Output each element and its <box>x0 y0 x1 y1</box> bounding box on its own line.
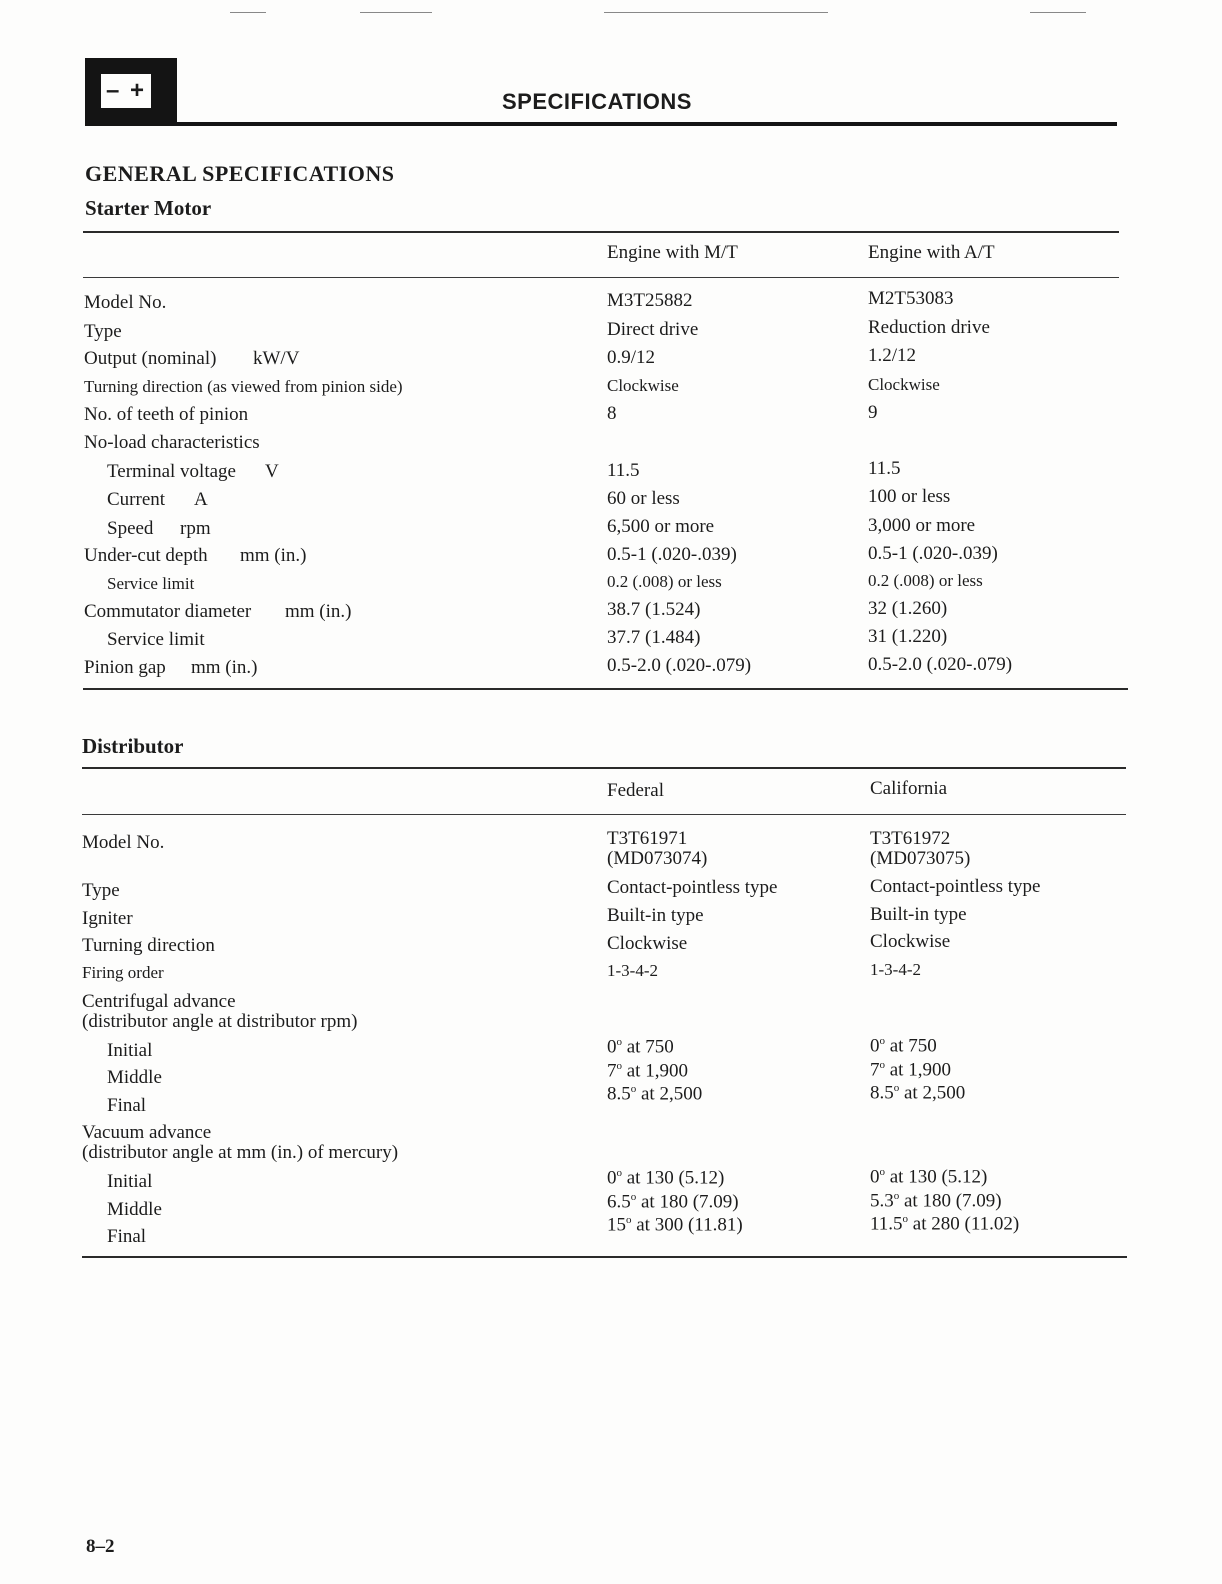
dist-label-turning: Turning direction <box>82 935 215 956</box>
starter-at-undercut: 0.5-1 (.020-.039) <box>868 543 998 564</box>
starter-mt-uc-limit: 0.2 (.008) or less <box>607 572 722 591</box>
starter-unit-undercut: mm (in.) <box>240 545 307 566</box>
header-rule <box>85 122 1117 126</box>
starter-mt-comm: 38.7 (1.524) <box>607 599 701 620</box>
starter-top-rule <box>83 231 1119 233</box>
starter-header-rule <box>83 277 1119 278</box>
starter-unit-comm: mm (in.) <box>285 601 352 622</box>
degree-mark: o <box>879 1166 885 1178</box>
starter-label-speed: Speed <box>107 518 154 539</box>
starter-at-teeth: 9 <box>868 402 878 423</box>
starter-label-output: Output (nominal) <box>84 348 217 369</box>
degree-mark: o <box>626 1214 632 1226</box>
starter-unit-speed: rpm <box>180 518 211 539</box>
dist-fed-type: Contact-pointless type <box>607 877 778 898</box>
degree-mark: o <box>893 1190 900 1202</box>
dist-label-v-initial: Initial <box>107 1171 153 1192</box>
starter-col-mt: Engine with M/T <box>607 242 738 263</box>
starter-mt-comm-limit: 37.7 (1.484) <box>607 627 701 648</box>
degree-mark: o <box>630 1083 637 1095</box>
distributor-top-rule <box>82 767 1126 769</box>
dist-label-c-middle: Middle <box>107 1067 162 1088</box>
dist-fed-model: T3T61971 <box>607 828 688 849</box>
starter-at-turning: Clockwise <box>868 375 940 394</box>
starter-bottom-rule <box>83 688 1128 690</box>
starter-at-type: Reduction drive <box>868 317 990 338</box>
starter-at-speed: 3,000 or more <box>868 515 976 536</box>
starter-at-uc-limit: 0.2 (.008) or less <box>868 571 983 590</box>
starter-at-term-v: 11.5 <box>868 458 901 479</box>
dist-cal-v-final: 11.5$^o$ at 280 (11.02) <box>870 1213 1020 1235</box>
distributor-heading: Distributor <box>82 734 184 758</box>
starter-at-comm: 32 (1.260) <box>868 598 948 619</box>
starter-mt-pinion: 0.5-2.0 (.020-.079) <box>607 655 752 676</box>
starter-label-comm-limit: Service limit <box>107 629 205 650</box>
degree-mark: o <box>616 1036 622 1048</box>
dist-cal-type: Contact-pointless type <box>870 876 1041 897</box>
starter-mt-model: M3T25882 <box>607 290 693 311</box>
degree-mark: o <box>879 1035 885 1047</box>
starter-mt-current: 60 or less <box>607 488 680 509</box>
degree-mark: o <box>616 1060 622 1072</box>
dist-fed-model-part: (MD073074) <box>607 848 708 869</box>
distributor-col-federal: Federal <box>607 780 664 801</box>
dist-label-firing: Firing order <box>82 963 164 982</box>
starter-at-current: 100 or less <box>868 486 951 507</box>
dist-cal-firing: 1-3-4-2 <box>870 960 921 979</box>
starter-mt-type: Direct drive <box>607 319 699 340</box>
dist-cal-c-middle: 7$^o$ at 1,900 <box>870 1059 951 1081</box>
distributor-header-rule <box>82 814 1126 815</box>
starter-label-current: Current <box>107 489 166 510</box>
dist-label-centrifugal: Centrifugal advance <box>82 991 236 1012</box>
starter-unit-term-v: V <box>265 461 279 482</box>
dist-label-v-final: Final <box>107 1226 147 1247</box>
starter-mt-speed: 6,500 or more <box>607 516 715 537</box>
dist-fed-c-initial: 0$^o$ at 750 <box>607 1036 674 1058</box>
starter-label-teeth: No. of teeth of pinion <box>84 404 249 425</box>
starter-label-pinion: Pinion gap <box>84 657 166 678</box>
starter-at-output: 1.2/12 <box>868 345 917 366</box>
degree-mark: o <box>630 1191 637 1203</box>
starter-mt-undercut: 0.5-1 (.020-.039) <box>607 544 737 565</box>
dist-cal-igniter: Built-in type <box>870 904 967 925</box>
starter-unit-current: A <box>194 489 208 510</box>
starter-label-model: Model No. <box>84 292 167 313</box>
dist-fed-v-initial: 0$^o$ at 130 (5.12) <box>607 1167 725 1189</box>
dist-cal-v-middle: 5.3$^o$ at 180 (7.09) <box>870 1190 1002 1212</box>
starter-mt-teeth: 8 <box>607 403 617 424</box>
starter-label-term-v: Terminal voltage <box>107 461 236 482</box>
degree-mark: o <box>902 1213 909 1225</box>
starter-col-at: Engine with A/T <box>868 242 995 263</box>
starter-label-turning: Turning direction (as viewed from pinion side) <box>84 377 403 396</box>
starter-at-model: M2T53083 <box>868 288 954 309</box>
dist-fed-v-middle: 6.5$^o$ at 180 (7.09) <box>607 1191 739 1213</box>
dist-label-vacuum-sub: (distributor angle at mm (in.) of mercury) <box>82 1142 399 1163</box>
dist-label-type: Type <box>82 880 120 901</box>
starter-label-type: Type <box>84 321 122 342</box>
starter-mt-output: 0.9/12 <box>607 347 656 368</box>
dist-label-model: Model No. <box>82 832 165 853</box>
dist-cal-v-initial: 0$^o$ at 130 (5.12) <box>870 1166 988 1188</box>
starter-label-noload: No-load characteristics <box>84 432 260 453</box>
starter-motor-heading: Starter Motor <box>85 196 212 220</box>
dist-fed-c-middle: 7$^o$ at 1,900 <box>607 1060 688 1082</box>
distributor-col-california: California <box>870 778 948 799</box>
starter-label-comm: Commutator diameter <box>84 601 252 622</box>
starter-mt-term-v: 11.5 <box>607 460 640 481</box>
dist-label-v-middle: Middle <box>107 1199 162 1220</box>
dist-cal-c-initial: 0$^o$ at 750 <box>870 1035 937 1057</box>
dist-label-centrifugal-sub: (distributor angle at distributor rpm) <box>82 1011 358 1032</box>
dist-label-igniter: Igniter <box>82 908 133 929</box>
starter-label-undercut: Under-cut depth <box>84 545 208 566</box>
dist-fed-igniter: Built-in type <box>607 905 704 926</box>
battery-icon-symbol: – + <box>99 72 153 110</box>
page-number: 8–2 <box>86 1536 115 1557</box>
dist-fed-turning: Clockwise <box>607 933 688 954</box>
general-specifications-heading: GENERAL SPECIFICATIONS <box>85 161 395 186</box>
distributor-bottom-rule <box>82 1256 1127 1258</box>
dist-fed-firing: 1-3-4-2 <box>607 961 658 980</box>
page-title: SPECIFICATIONS <box>502 89 692 114</box>
dist-label-vacuum: Vacuum advance <box>82 1122 212 1143</box>
dist-cal-c-final: 8.5$^o$ at 2,500 <box>870 1082 966 1104</box>
degree-mark: o <box>893 1082 900 1094</box>
dist-label-c-final: Final <box>107 1095 147 1116</box>
degree-mark: o <box>879 1059 885 1071</box>
starter-unit-pinion: mm (in.) <box>191 657 258 678</box>
dist-cal-turning: Clockwise <box>870 931 951 952</box>
dist-label-c-initial: Initial <box>107 1040 153 1061</box>
starter-label-uc-limit: Service limit <box>107 574 195 593</box>
dist-fed-c-final: 8.5$^o$ at 2,500 <box>607 1083 703 1105</box>
dist-fed-v-final: 15$^o$ at 300 (11.81) <box>607 1214 743 1236</box>
starter-mt-turning: Clockwise <box>607 376 679 395</box>
dist-cal-model-part: (MD073075) <box>870 848 971 869</box>
degree-mark: o <box>616 1167 622 1179</box>
starter-unit-output: kW/V <box>253 348 300 369</box>
battery-icon <box>85 58 177 122</box>
starter-at-pinion: 0.5-2.0 (.020-.079) <box>868 654 1013 675</box>
dist-cal-model: T3T61972 <box>870 828 951 849</box>
starter-at-comm-limit: 31 (1.220) <box>868 626 948 647</box>
